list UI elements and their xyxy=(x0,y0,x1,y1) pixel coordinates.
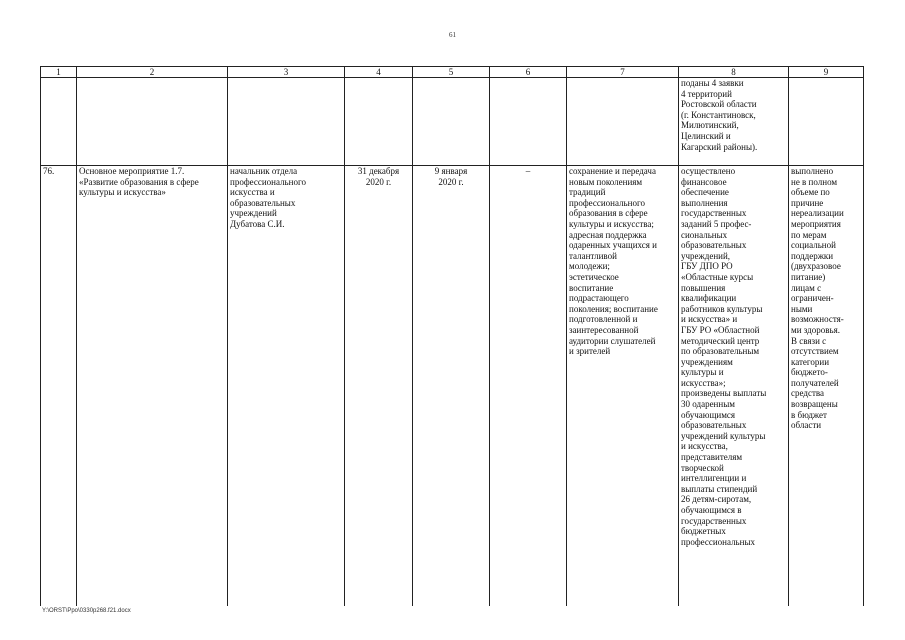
col6-dash: – xyxy=(490,166,567,607)
column-header-4: 4 xyxy=(345,67,413,78)
responsible-person: начальник отдела профессионального искусства и образовательных учреждений Дубатова С.И. xyxy=(228,166,345,607)
column-header-7: 7 xyxy=(567,67,679,78)
column-header-3: 3 xyxy=(228,67,345,78)
cont-cell-3 xyxy=(228,78,345,166)
cont-cell-2 xyxy=(77,78,228,166)
cont-cell-7 xyxy=(567,78,679,166)
non-fulfillment-reasons: выполнено не в полном объеме по причине нереализации мероприятия по мерам социальной поддержки (двухразовое питание) лицам с ограничен- ными возможностя- ми здоровья. В связи с отсутствием категории бюджето- получателей средства возвращены в бюджет области xyxy=(789,166,864,607)
cont-cell-9 xyxy=(789,78,864,166)
cont-cell-1 xyxy=(41,78,77,166)
continuation-row xyxy=(41,78,864,166)
row-number: 76. xyxy=(41,166,77,607)
table-row xyxy=(41,166,864,607)
column-header-6: 6 xyxy=(490,67,567,78)
document-file-path: Y:\ORST\Ppo\0330p268.f21.docx xyxy=(42,608,131,614)
cont-cell-6 xyxy=(490,78,567,166)
fact-date: 9 января 2020 г. xyxy=(413,166,490,607)
column-header-5: 5 xyxy=(413,67,490,78)
cont-cell-4 xyxy=(345,78,413,166)
event-name: Основное мероприятие 1.7. «Развитие образования в сфере культуры и искусства» xyxy=(77,166,228,607)
column-header-8: 8 xyxy=(679,67,789,78)
page-number: 61 xyxy=(449,31,456,39)
cont-actual-result: поданы 4 заявки 4 территорий Ростовской области (г. Константиновск, Милютинский, Целинский и Кагарский районы). xyxy=(679,78,789,166)
cont-cell-5 xyxy=(413,78,490,166)
plan-date: 31 декабря 2020 г. xyxy=(345,166,413,607)
column-header-9: 9 xyxy=(789,67,864,78)
report-table xyxy=(40,66,864,606)
actual-result: осуществлено финансовое обеспечение выполнения государственных заданий 5 профес- сиональных образовательных учреждений, ГБУ ДПО РО «Областные курсы повышения квалификации работников культуры и искусства» и ГБУ РО «Областной методический центр по образовательным учреждениям культуры и искусства»; произведены выплаты 30 одаренным обучающимся образовательных учреждений культуры и искусства, представителям творческой интеллигенции и выплаты стипендий 26 детям-сиротам, обучающимся в государственных бюджетных профессиональных xyxy=(679,166,789,607)
header-row xyxy=(41,67,864,78)
column-header-1: 1 xyxy=(41,67,77,78)
column-header-2: 2 xyxy=(77,67,228,78)
expected-result: сохранение и передача новым поколениям традиций профессионального образования в сфере культуры и искусства; адресная поддержка одаренных учащихся и талантливой молодежи; эстетическое воспитание подрастающего поколения; воспитание подготовленной и заинтересованной аудитории слушателей и зрителей xyxy=(567,166,679,607)
